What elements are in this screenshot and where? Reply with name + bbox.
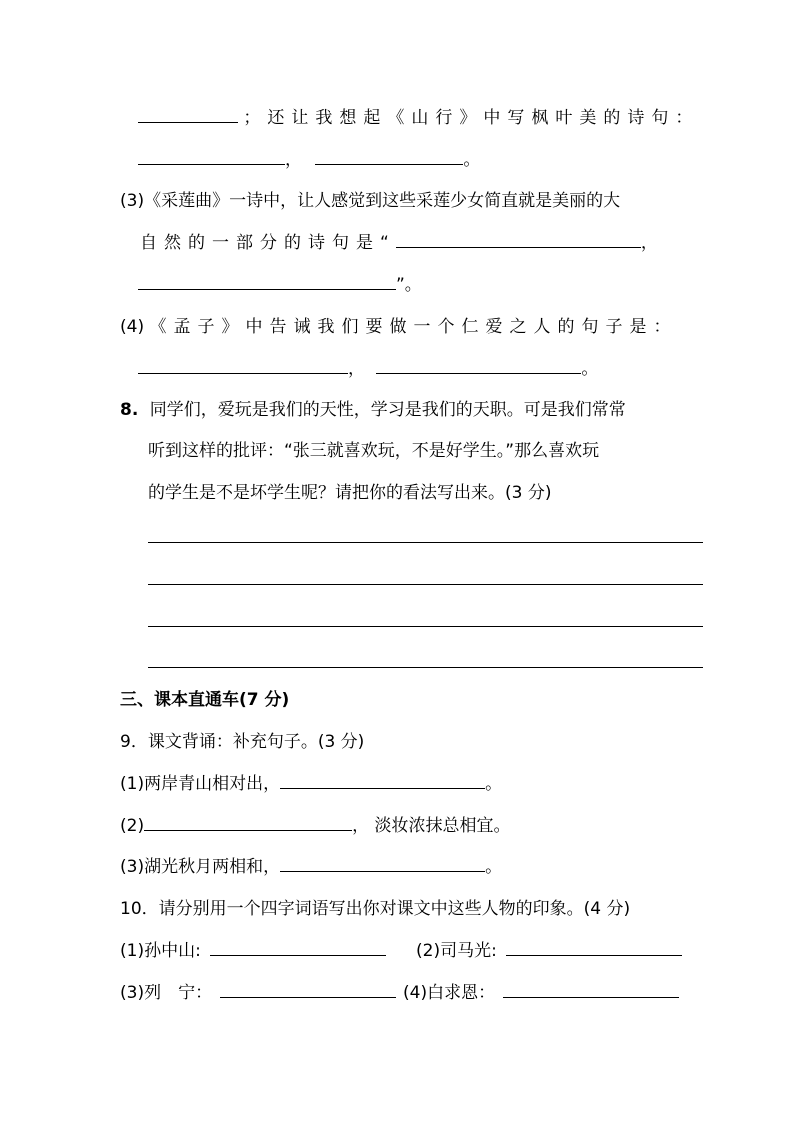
poem-line-1 — [138, 106, 699, 130]
question-number: (3) — [120, 191, 145, 211]
question-10-row-1 — [120, 939, 386, 963]
quote-end: ”。 — [396, 275, 422, 295]
question-number: 8. — [120, 400, 139, 420]
blank[interactable] — [280, 772, 485, 789]
question-7-4-line-1 — [120, 315, 678, 339]
question-9-item-3 — [120, 855, 502, 879]
question-text: 《采莲曲》一诗中，让人感觉到这些采莲少女简直就是美丽的大 — [144, 191, 621, 211]
blank[interactable] — [315, 148, 463, 165]
question-8-line-3 — [148, 481, 551, 505]
period: 。 — [463, 150, 481, 170]
blank[interactable] — [138, 273, 396, 290]
blank[interactable] — [210, 939, 386, 956]
section-heading: 三、课本直通车(7 分) — [120, 690, 290, 710]
question-text: 《孟子》中告诫我们要做一个仁爱之人的句子是： — [149, 317, 678, 337]
answer-line-4[interactable] — [148, 667, 703, 668]
question-7-4-line-2 — [138, 357, 598, 381]
question-text: 同学们，爱玩是我们的天性，学习是我们的天职。可是我们常常 — [149, 400, 626, 420]
question-9-item-2 — [120, 814, 511, 838]
question-10-heading: 10．请分别用一个四字词语写出你对课文中这些人物的印象。(4 分) — [120, 899, 631, 919]
blank[interactable] — [138, 148, 285, 165]
blank[interactable] — [376, 357, 581, 374]
question-text: 自然的一部分的诗句是“ — [140, 233, 396, 253]
question-9-item-1 — [120, 772, 502, 796]
blank[interactable] — [396, 231, 641, 248]
question-10-row-2 — [120, 981, 396, 1005]
item-text: (3)湖光秋月两相和， — [120, 857, 281, 877]
question-number: (4) — [120, 317, 145, 337]
blank[interactable] — [220, 981, 396, 998]
comma: ， — [348, 359, 365, 379]
poem-line-2 — [138, 148, 480, 172]
blank[interactable] — [503, 981, 679, 998]
period: 。 — [581, 359, 599, 379]
person-label: (1)孙中山: — [120, 941, 201, 961]
answer-line-3[interactable] — [148, 626, 703, 627]
blank[interactable] — [506, 939, 682, 956]
question-text: 的学生是不是坏学生呢？请把你的看法写出来。(3 分) — [148, 483, 552, 503]
question-8-line-1 — [120, 398, 626, 422]
question-7-3-line-2 — [140, 231, 658, 255]
answer-line-1[interactable] — [148, 542, 703, 543]
period: 。 — [485, 857, 503, 877]
comma: ， — [285, 150, 302, 170]
comma: ， — [640, 233, 658, 253]
item-text: 淡妆浓抹总相宜。 — [374, 816, 511, 836]
question-8-line-2 — [148, 439, 599, 463]
question-7-3-line-1 — [120, 189, 620, 213]
blank[interactable] — [138, 106, 238, 123]
question-text: 听到这样的批评：“张三就喜欢玩，不是好学生。”那么喜欢玩 — [148, 441, 600, 461]
blank[interactable] — [144, 814, 352, 831]
item-number: (2) — [120, 816, 145, 836]
period: 。 — [485, 774, 503, 794]
question-7-3-line-3 — [138, 273, 422, 297]
blank[interactable] — [138, 357, 348, 374]
comma: ， — [352, 816, 370, 836]
blank[interactable] — [280, 855, 485, 872]
question-10-row-2b — [403, 981, 679, 1005]
person-label: (4)白求恩： — [403, 983, 496, 1003]
person-label: (2)司马光: — [416, 941, 497, 961]
question-9-heading: 9．课文背诵：补充句子。(3 分) — [120, 732, 365, 752]
person-label: (3)列 宁： — [120, 983, 213, 1003]
item-text: (1)两岸青山相对出， — [120, 774, 281, 794]
question-10-row-1b — [416, 939, 682, 963]
line-text: ；还让我想起《山行》中写枫叶美的诗句： — [243, 108, 700, 128]
answer-line-2[interactable] — [148, 584, 703, 585]
